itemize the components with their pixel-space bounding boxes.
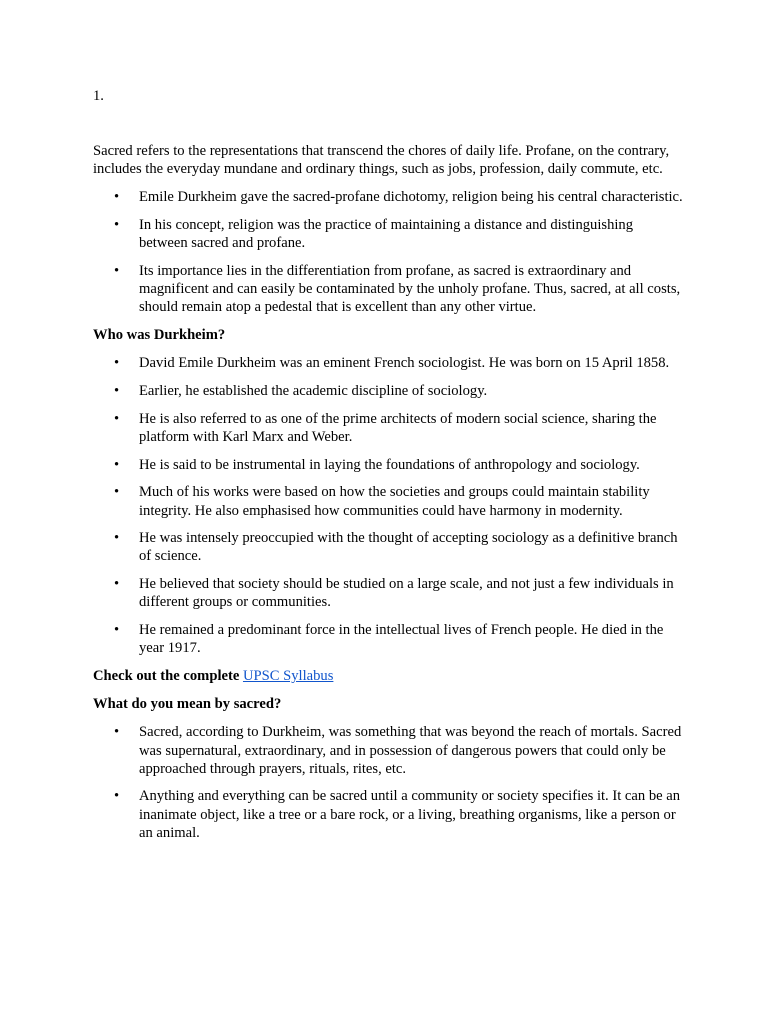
bullet-icon: • xyxy=(114,576,120,593)
list-item-text: David Emile Durkheim was an eminent French sociologist. He was born on 15 April 1858. xyxy=(139,355,670,372)
sacred-list xyxy=(93,723,683,842)
list-item-text: Earlier, he established the academic discipline of sociology. xyxy=(139,383,488,400)
list-item xyxy=(93,262,683,317)
bullet-icon: • xyxy=(114,355,120,372)
bullet-icon: • xyxy=(114,217,120,234)
list-item-text: Its importance lies in the differentiation from profane, as sacred is extraordinary and magnificent and can easily be contaminated by the unholy profane. Thus, sacred, at all costs, should remain atop a pedestal that is excellent than any other virtue. xyxy=(139,263,681,316)
durkheim-list xyxy=(93,354,683,657)
list-item-text: He remained a predominant force in the intellectual lives of French people. He died in the year 1917. xyxy=(139,622,664,657)
list-item-text: He is also referred to as one of the prime architects of modern social science, sharing the platform with Karl Marx and Weber. xyxy=(139,410,657,445)
list-item xyxy=(93,529,683,565)
dichotomy-list xyxy=(93,188,683,316)
bullet-icon: • xyxy=(114,622,120,639)
list-item xyxy=(93,382,683,400)
list-item xyxy=(93,410,683,446)
check-prefix: Check out the complete xyxy=(93,667,243,684)
list-number: 1. xyxy=(93,88,104,104)
list-item xyxy=(93,483,683,519)
bullet-icon: • xyxy=(114,788,120,805)
bullet-icon: • xyxy=(114,530,120,547)
upsc-syllabus-link[interactable]: UPSC Syllabus xyxy=(242,667,334,684)
list-item xyxy=(93,354,683,372)
list-item-text: He was intensely preoccupied with the thought of accepting sociology as a definitive branch of science. xyxy=(139,530,678,565)
list-item xyxy=(93,723,683,778)
bullet-icon: • xyxy=(114,410,120,427)
list-item-text: Emile Durkheim gave the sacred-profane dichotomy, religion being his central characteristic. xyxy=(139,189,683,206)
list-item xyxy=(93,216,683,252)
list-item xyxy=(93,575,683,611)
list-item xyxy=(93,188,683,206)
bullet-icon: • xyxy=(114,484,120,501)
list-item-text: He is said to be instrumental in laying the foundations of anthropology and sociology. xyxy=(139,456,640,473)
bullet-icon: • xyxy=(114,724,120,741)
bullet-icon: • xyxy=(114,456,120,473)
list-item-text: Anything and everything can be sacred until a community or society specifies it. It can be an inanimate object, like a tree or a bare rock, or a living, breathing organisms, like a person or an animal. xyxy=(139,788,681,841)
check-syllabus-line xyxy=(93,667,683,685)
list-item-text: Much of his works were based on how the societies and groups could maintain stability integrity. He also emphasised how communities could have harmony in modernity. xyxy=(139,484,650,519)
heading-who-was-durkheim: Who was Durkheim? xyxy=(93,327,226,344)
bullet-icon: • xyxy=(114,383,120,400)
list-item xyxy=(93,456,683,474)
bullet-icon: • xyxy=(114,189,120,206)
intro-paragraph: Sacred refers to the representations that transcend the chores of daily life. Profane, on the contrary, includes the everyday mundane and ordinary things, such as jobs, profession, daily commute, etc. xyxy=(93,143,670,178)
list-item xyxy=(93,621,683,657)
document-page xyxy=(93,87,683,852)
list-item-text: In his concept, religion was the practice of maintaining a distance and distinguishing between sacred and profane. xyxy=(139,217,634,252)
list-item xyxy=(93,787,683,842)
bullet-icon: • xyxy=(114,263,120,280)
heading-what-is-sacred: What do you mean by sacred? xyxy=(93,696,282,713)
list-item-text: He believed that society should be studied on a large scale, and not just a few individuals in different groups or communities. xyxy=(139,576,674,611)
list-item-text: Sacred, according to Durkheim, was something that was beyond the reach of mortals. Sacred was supernatural, extraordinary, and in possession of dangerous powers that could only be approached through prayers, rituals, rites, etc. xyxy=(139,724,682,777)
